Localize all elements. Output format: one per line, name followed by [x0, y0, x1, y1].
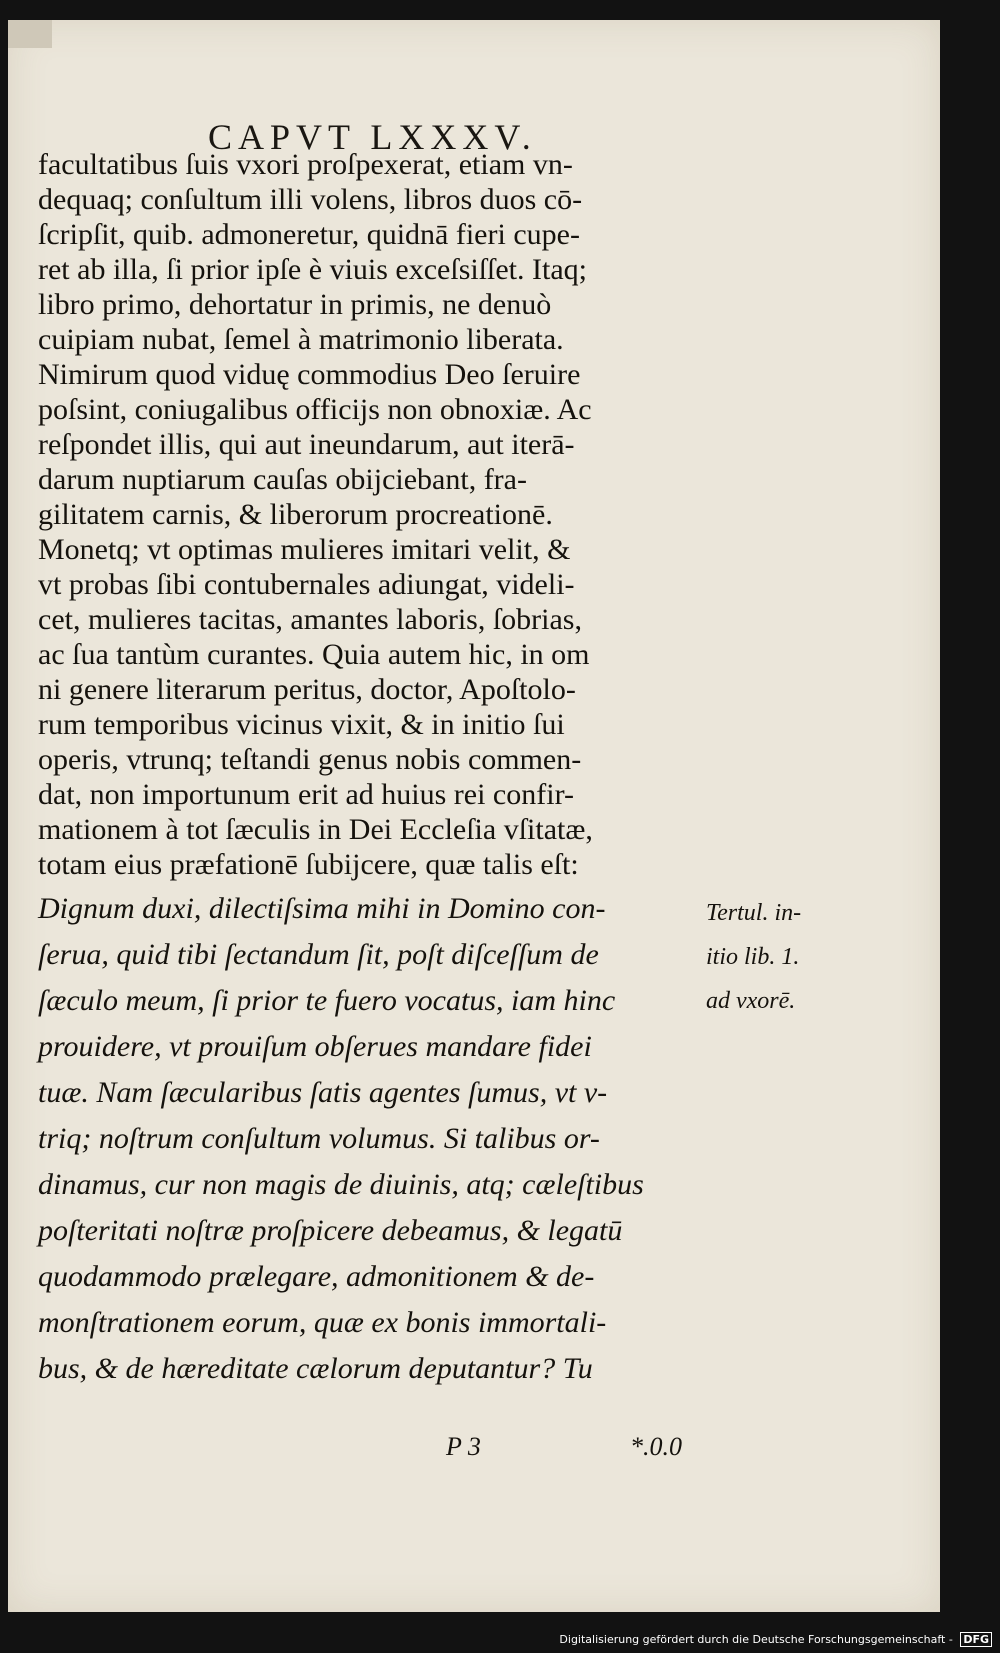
margin-note-line: Tertul. in-: [706, 900, 802, 926]
dfg-logo: DFG: [960, 1632, 992, 1647]
body-line: poſsint, coniugalibus officijs non obnoxiæ. Ac: [38, 393, 592, 426]
italic-line: ſerua, quid tibi ſectandum ſit, poſt diſceſſum de: [38, 938, 599, 971]
italic-line: ſæculo meum, ſi prior te fuero vocatus, iam hinc: [38, 984, 616, 1017]
body-line: ſcripſit, quib. admoneretur, quidnā fieri cupe-: [38, 218, 580, 251]
body-line: libro primo, dehortatur in primis, ne denuò: [38, 288, 552, 321]
body-line: ret ab illa, ſi prior ipſe è viuis exceſsiſſet. Itaq;: [38, 253, 587, 286]
body-line: reſpondet illis, qui aut ineundarum, aut iterā-: [38, 428, 575, 461]
italic-line: bus, & de hæreditate cælorum deputantur? Tu: [38, 1352, 593, 1385]
body-line: mationem à tot ſæculis in Dei Eccleſia vſitatæ,: [38, 813, 593, 846]
body-line: ac ſua tantùm curantes. Quia autem hic, in om: [38, 638, 590, 671]
body-line: operis, vtrunq; teſtandi genus nobis commen-: [38, 743, 582, 776]
signature-mark: P 3: [446, 1432, 481, 1461]
body-line: gilitatem carnis, & liberorum procreationē.: [38, 498, 553, 531]
italic-line: dinamus, cur non magis de diuinis, atq; cæleſtibus: [38, 1168, 644, 1201]
page-corner: [8, 20, 52, 48]
body-line: darum nuptiarum cauſas obijciebant, fra-: [38, 463, 527, 496]
italic-line: prouidere, vt prouiſum obſerues mandare fidei: [38, 1030, 592, 1063]
italic-line: poſteritati noſtræ proſpicere debeamus, & legatū: [38, 1214, 623, 1247]
body-line: cuipiam nubat, ſemel à matrimonio liberata.: [38, 323, 564, 356]
digitization-credit: [559, 1632, 992, 1647]
body-line: rum temporibus vicinus vixit, & in initio ſui: [38, 708, 565, 741]
body-line: vt probas ſibi contubernales adiungat, videli-: [38, 568, 575, 601]
body-line: totam eius præfationē ſubijcere, quæ talis eſt:: [38, 848, 579, 881]
book-page: [8, 20, 940, 1612]
margin-note-line: ad vxorē.: [706, 988, 796, 1014]
body-line: cet, mulieres tacitas, amantes laboris, ſobrias,: [38, 603, 582, 636]
italic-line: triq; noſtrum conſultum volumus. Si talibus or-: [38, 1122, 600, 1155]
body-line: dequaq; conſultum illi volens, libros duos cō-: [38, 183, 583, 216]
italic-line: Dignum duxi, dilectiſsima mihi in Domino con-: [38, 892, 606, 925]
italic-line: quodammodo prælegare, admonitionem & de-: [38, 1260, 595, 1293]
italic-line: tuæ. Nam ſæcularibus ſatis agentes ſumus, vt v-: [38, 1076, 608, 1109]
italic-line: monſtrationem eorum, quæ ex bonis immortali-: [38, 1306, 607, 1339]
body-line: dat, non importunum erit ad huius rei confir-: [38, 778, 574, 811]
body-line: facultatibus ſuis vxori proſpexerat, etiam vn-: [38, 148, 573, 181]
margin-note-line: itio lib. 1.: [706, 944, 800, 970]
body-line: Nimirum quod viduę commodius Deo ſeruire: [38, 358, 581, 391]
chapter-heading: CAPVT LXXXV.: [208, 117, 537, 157]
catchword: *.0.0: [630, 1432, 682, 1461]
credit-text: Digitalisierung gefördert durch die Deutsche Forschungsgemeinschaft -: [559, 1633, 953, 1646]
body-line: Monetq; vt optimas mulieres imitari velit, &: [38, 533, 571, 566]
body-line: ni genere literarum peritus, doctor, Apoſtolo-: [38, 673, 576, 706]
